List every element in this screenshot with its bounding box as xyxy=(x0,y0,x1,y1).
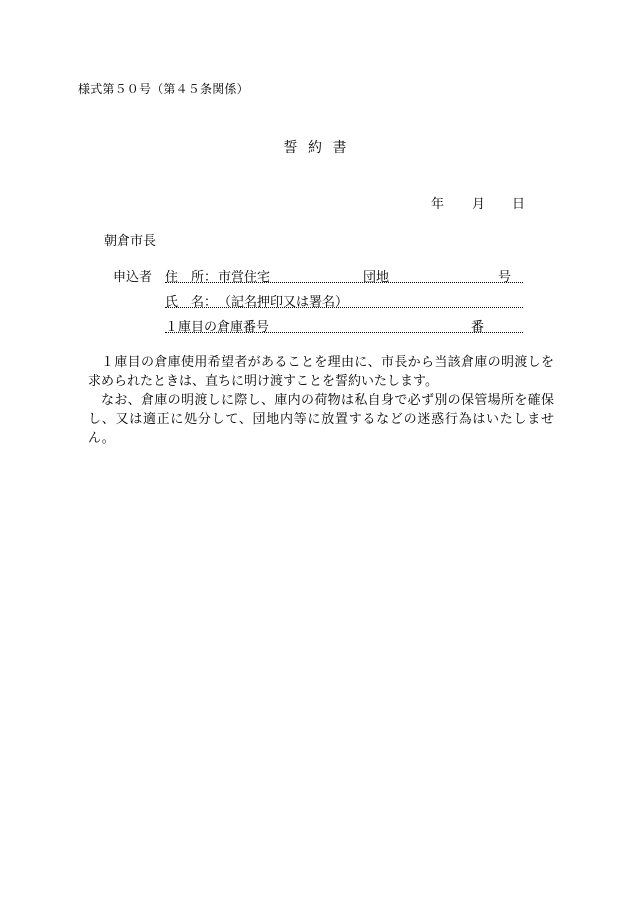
pledge-paragraph-1: １庫目の倉庫使用希望者があることを理由に、市長から当該倉庫の明渡しを求められたときは、直ちに明け渡すことを誓約いたします。 xyxy=(88,355,554,389)
warehouse-suffix: 番 xyxy=(471,320,485,335)
warehouse-label: １庫目の倉庫番号 xyxy=(165,320,270,335)
address-label: 住 所： xyxy=(165,270,218,285)
warehouse-number-field xyxy=(165,316,523,333)
address-complex-label: 団地 xyxy=(363,270,390,285)
form-number: 様式第５０号（第４５条関係） xyxy=(78,82,249,96)
date-day-label: 日 xyxy=(512,197,526,212)
pledge-paragraph-2: なお、倉庫の明渡しに際し、庫内の荷物は私自身で必ず別の保管場所を確保し、又は適正に処分して、団地内等に放置するなどの迷惑行為はいたしません。 xyxy=(88,393,554,446)
addressee: 朝倉市長 xyxy=(104,234,157,249)
name-label: 氏 名： xyxy=(165,295,218,310)
address-field xyxy=(165,266,523,283)
date-year-label: 年 xyxy=(431,197,445,212)
pledge-text xyxy=(88,353,554,448)
document-title: 誓 約 書 xyxy=(283,140,347,156)
applicant-label: 申込者 xyxy=(113,270,153,285)
address-prefix: 市営住宅 xyxy=(218,270,271,285)
name-note: （記名押印又は署名） xyxy=(218,295,349,310)
name-field xyxy=(165,291,523,308)
address-number-label: 号 xyxy=(498,270,512,285)
date-month-label: 月 xyxy=(472,197,486,212)
